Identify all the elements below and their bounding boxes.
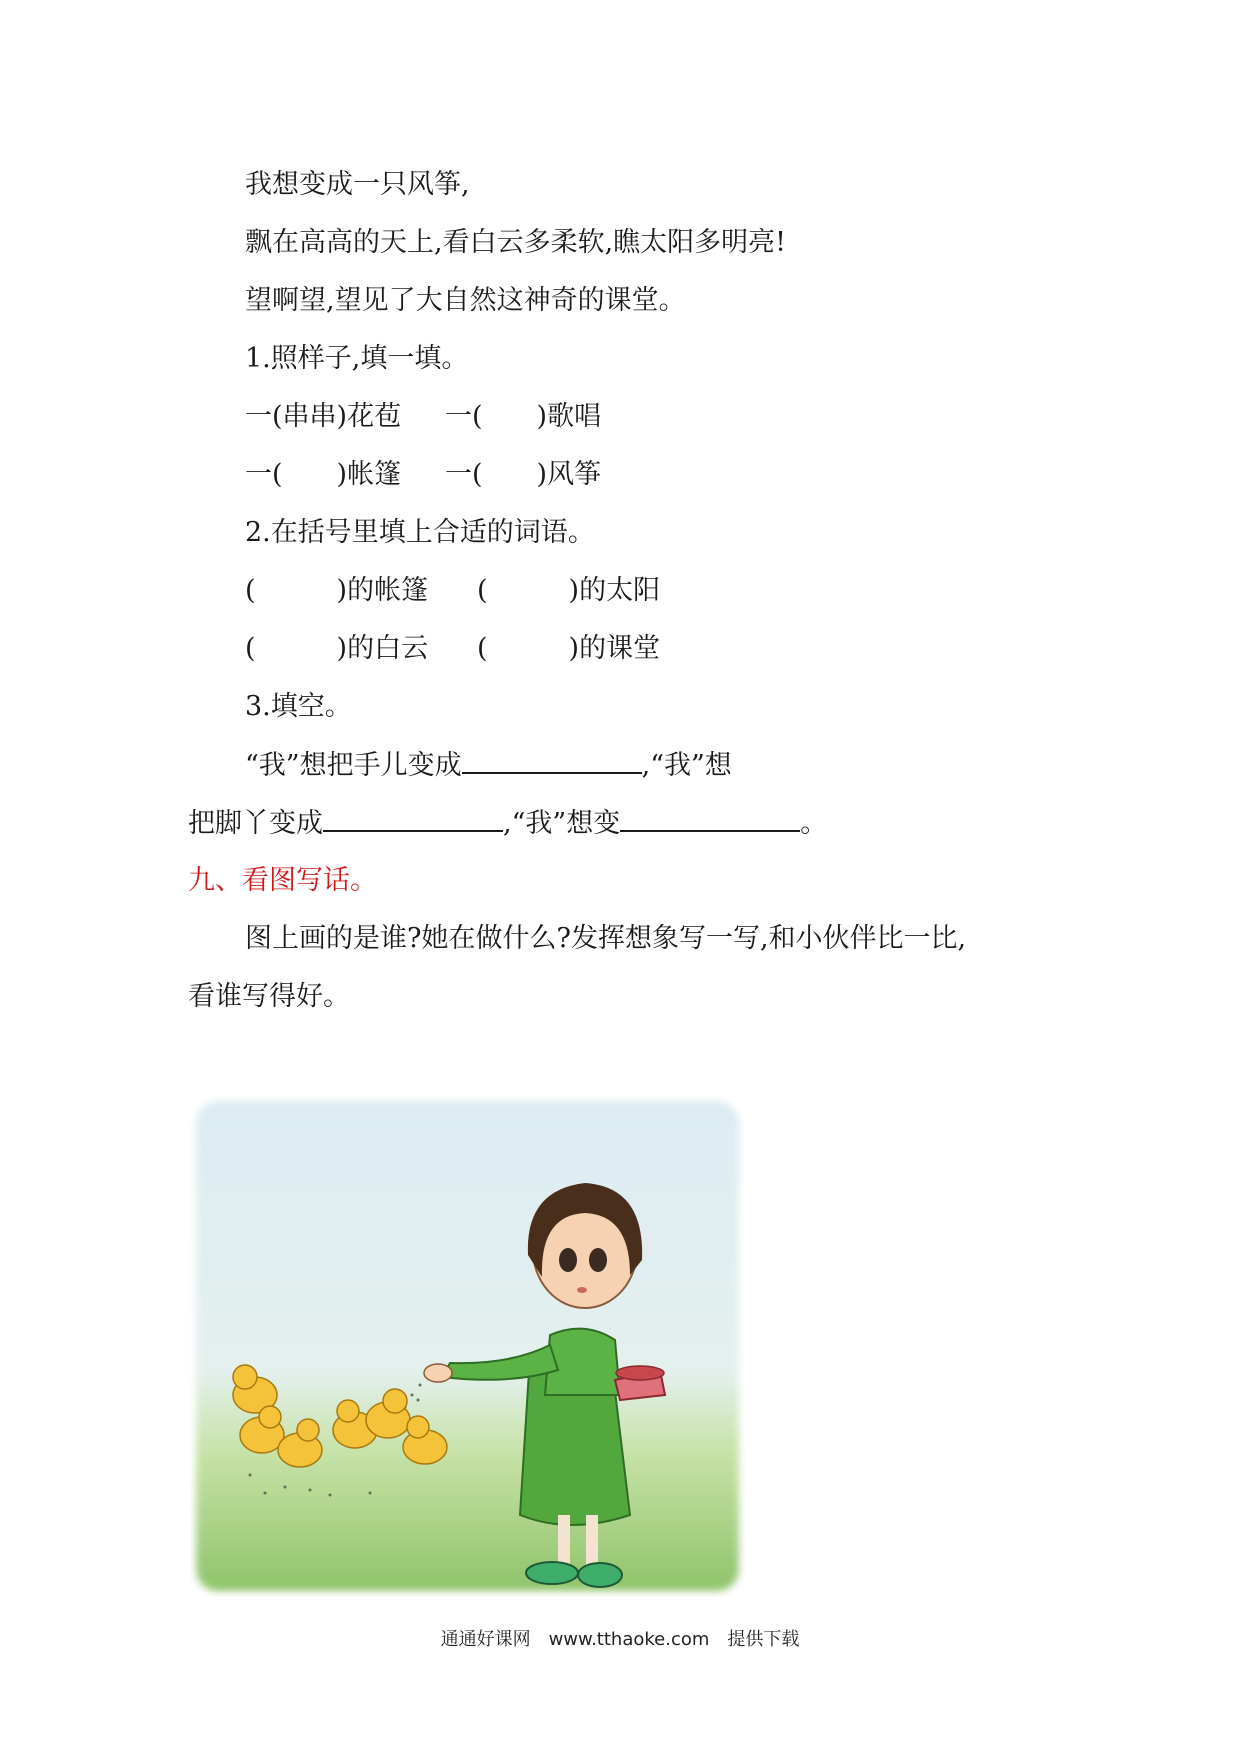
- section-heading: 九、看图写话。: [188, 865, 377, 896]
- q3-line-1: [245, 748, 732, 783]
- q1-item: 一( )歌唱: [445, 401, 602, 432]
- q1-item: 一( )帐篷: [245, 459, 402, 490]
- q2-title: 2.在括号里填上合适的词语。: [245, 517, 595, 548]
- q2-item: ( )的课堂: [477, 633, 661, 664]
- q1-row-2: [245, 458, 601, 492]
- girl-feeding-ducklings-illustration: [190, 1095, 745, 1597]
- poem-line-1: 我想变成一只风筝,: [245, 169, 470, 200]
- q3-text: 把脚丫变成: [188, 808, 323, 839]
- q2-item: ( )的白云: [245, 633, 429, 664]
- q2-item: ( )的太阳: [477, 575, 661, 606]
- answer-blank[interactable]: [462, 748, 642, 774]
- q1-row-1: [245, 400, 601, 434]
- scene-background: [196, 1101, 739, 1591]
- q3-text: “我”想把手儿变成: [245, 750, 462, 781]
- q3-title: 3.填空。: [245, 691, 352, 722]
- answer-blank[interactable]: [620, 806, 800, 832]
- q3-line-2: [188, 806, 827, 841]
- poem-line-3: 望啊望,望见了大自然这神奇的课堂。: [245, 285, 686, 316]
- writing-prompt-line-2: 看谁写得好。: [188, 981, 350, 1012]
- q1-item: 一(串串)花苞: [245, 401, 402, 432]
- answer-blank[interactable]: [323, 806, 503, 832]
- q1-title: 1.照样子,填一填。: [245, 343, 469, 374]
- q3-text: ,“我”想: [641, 750, 732, 781]
- q3-text: ,“我”想变: [503, 808, 621, 839]
- q2-item: ( )的帐篷: [245, 575, 429, 606]
- page-footer: 通通好课网 www.tthaoke.com 提供下载: [440, 1629, 800, 1650]
- q3-text: 。: [800, 808, 828, 839]
- q2-row-2: [245, 632, 660, 666]
- q2-row-1: [245, 574, 660, 608]
- q1-item: 一( )风筝: [445, 459, 602, 490]
- poem-line-2: 飘在高高的天上,看白云多柔软,瞧太阳多明亮!: [245, 227, 787, 258]
- writing-prompt-line-1: 图上画的是谁?她在做什么?发挥想象写一写,和小伙伴比一比,: [245, 923, 967, 954]
